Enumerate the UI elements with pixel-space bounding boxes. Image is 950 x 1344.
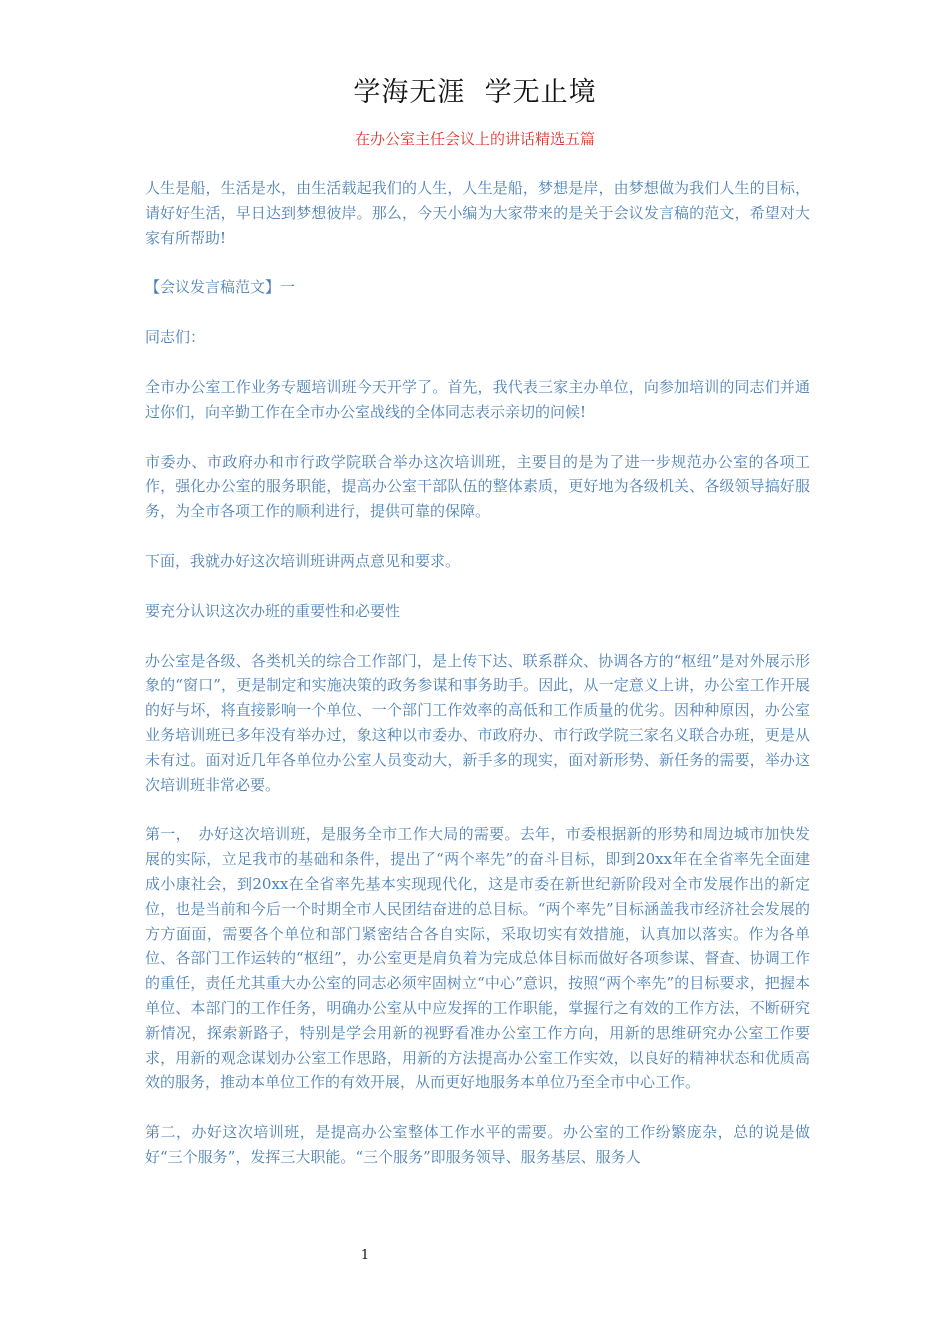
section-heading: 【会议发言稿范文】一 [145, 278, 296, 297]
salutation: 同志们： [145, 328, 206, 347]
paragraph-intro: 人生是船，生活是水，由生活载起我们的人生，人生是船，梦想是岸，由梦想做为我们人生的目标，请好好生活，早日达到梦想彼岸。那么，今天小编为大家带来的是关于会议发言稿的范文，希望对大家有所帮助! [145, 179, 810, 247]
subheading: 要充分认识这次办班的重要性和必要性 [145, 601, 401, 620]
paragraph: 下面，我就办好这次培训班讲两点意见和要求。 [145, 551, 461, 570]
document-title: 在办公室主任会议上的讲话精选五篇 [354, 130, 595, 148]
paragraph: 第二，办好这次培训班，是提高办公室整体工作水平的需要。办公室的工作纷繁庞杂，总的说是做好“三个服务”，发挥三大职能。“三个服务”即服务领导、服务基层、服务人 [145, 1123, 810, 1166]
paragraph: 第一， 办好这次培训班，是服务全市工作大局的需要。去年，市委根据新的形势和周边城市加快发展的实际，立足我市的基础和条件，提出了“两个率先”的奋斗目标，即到20xx年在全省率先全面建成小康社会，到20xx在全省率先基本实现现代化，这是市委在新世纪新阶段对全市发展作出的新定位，也是当前和今后一个时期全市人民团结奋进的总目标。“两个率先”目标涵盖我市经济社会发展的方方面面，需要各个单位和部门紧密结合各自实际，采取切实有效措施，认真加以落实。作为各单位、各部门工作运转的“枢纽”，办公室更是肩负着为完成总体目标而做好各项参谋、督查、协调工作的重任，责任尤其重大办公室的同志必须牢固树立“中心”意识，按照“两个率先”的目标要求，把握本单位、本部门的工作任务，明确办公室从中应发挥的工作职能，掌握行之有效的工作方法，不断研究新情况，探索新路子，特别是学会用新的视野看准办公室工作方向，用新的思维研究办公室工作要求，用新的观念谋划办公室工作思路，用新的方法提高办公室工作实效，以良好的精神状态和优质高效的服务，推动本单位工作的有效开展，从而更好地服务本单位乃至全市中心工作。 [145, 825, 810, 1092]
paragraph: 办公室是各级、各类机关的综合工作部门，是上传下达、联系群众、协调各方的“枢纽”是对外展示形象的“窗口”，更是制定和实施决策的政务参谋和事务助手。因此，从一定意义上讲，办公室工作开展的好与坏，将直接影响一个单位、一个部门工作效率的高低和工作质量的优劣。因种种原因，办公室业务培训班已多年没有举办过，象这种以市委办、市政府办、市行政学院三家名义联合办班，更是从未有过。面对近几年各单位办公室人员变动大，新手多的现实，面对新形势、新任务的需要，举办这次培训班非常必要。 [145, 651, 810, 794]
header-title: 学海无涯 学无止境 [353, 77, 597, 108]
document-body [145, 176, 810, 1195]
paragraph: 市委办、市政府办和市行政学院联合举办这次培训班，主要目的是为了进一步规范办公室的各项工作，强化办公室的服务职能，提高办公室干部队伍的整体素质，更好地为各级机关、各级领导搞好服务，为全市各项工作的顺利进行，提供可靠的保障。 [145, 452, 810, 521]
paragraph: 全市办公室工作业务专题培训班今天开学了。首先，我代表三家主办单位，向参加培训的同志们并通过你们，向辛勤工作在全市办公室战线的全体同志表示亲切的问候! [145, 377, 810, 421]
page-number: 1 [360, 1248, 370, 1263]
